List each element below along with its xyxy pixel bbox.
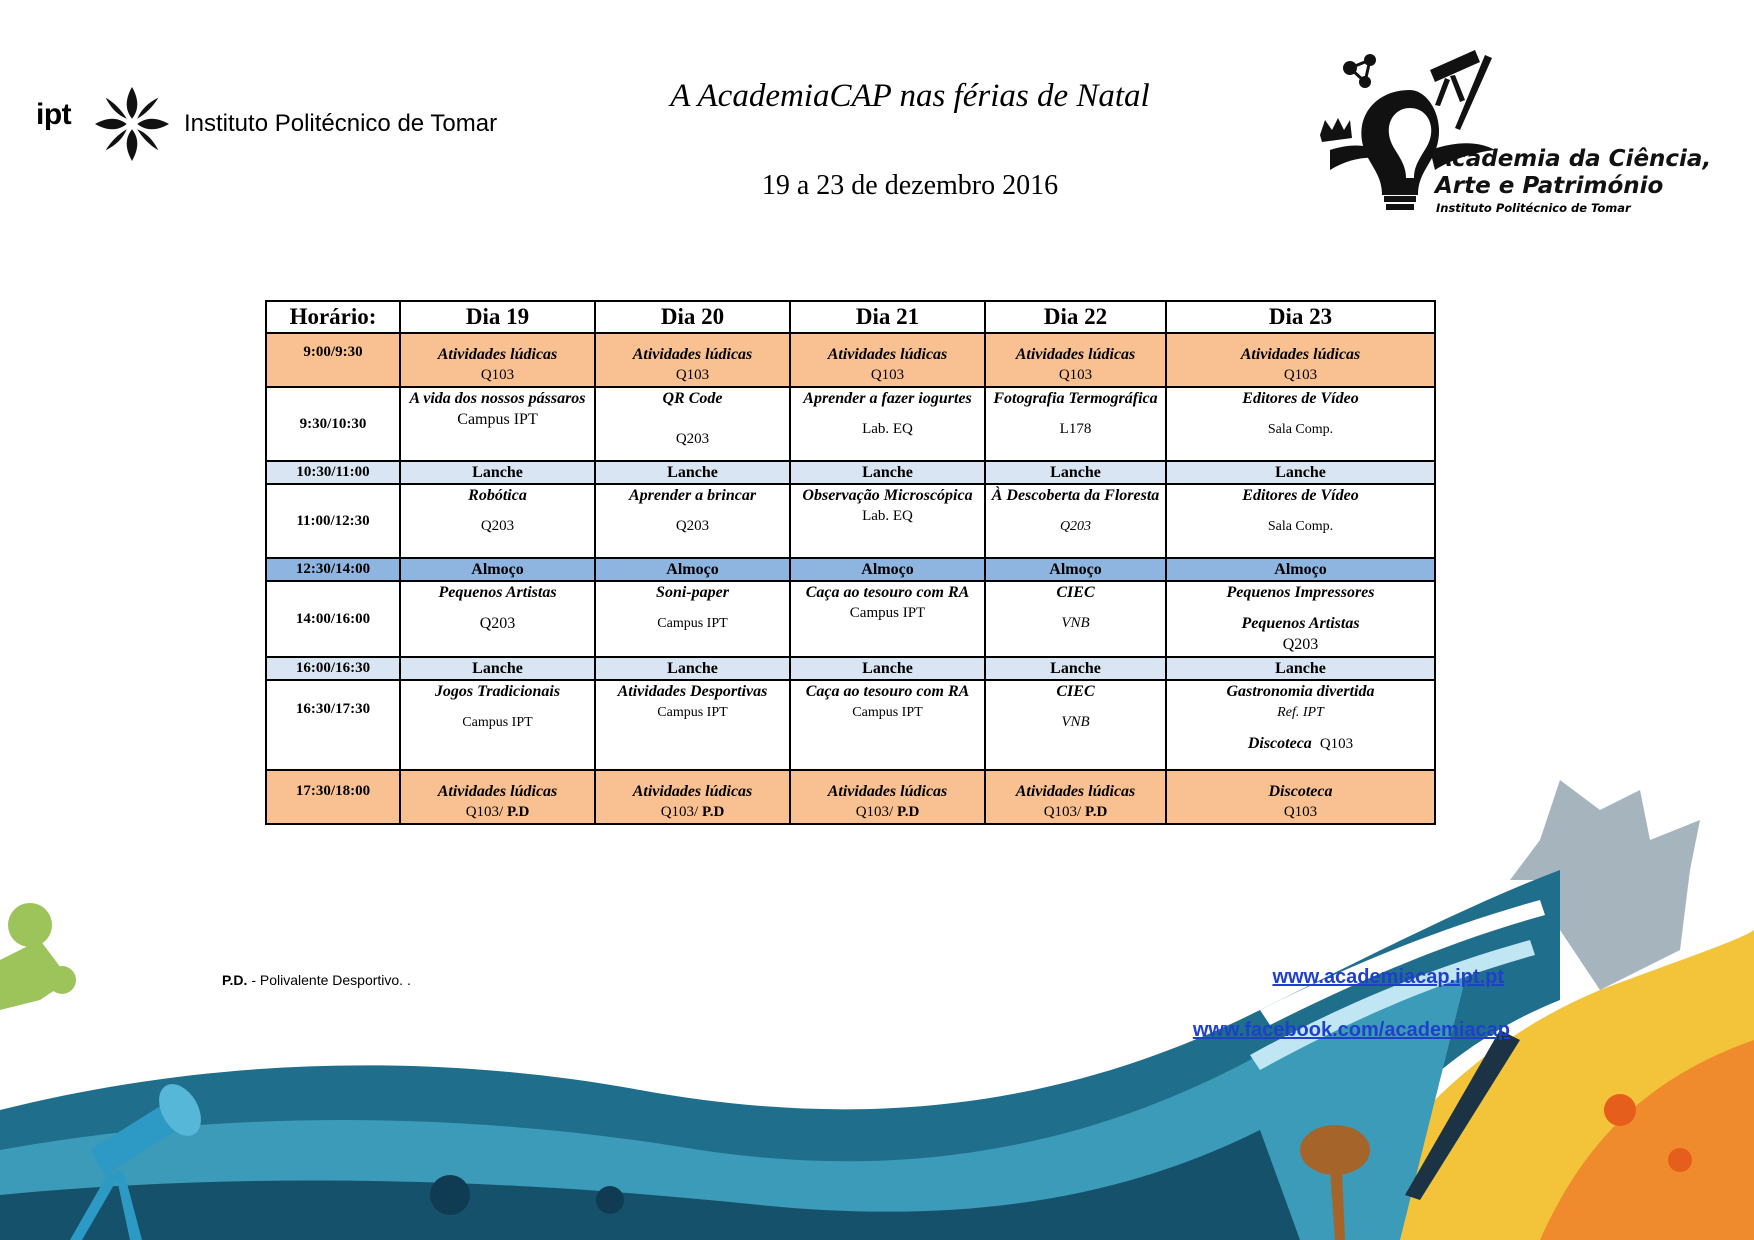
activity-name: A vida dos nossos pássaros	[409, 390, 586, 407]
activity-name: Robótica	[468, 487, 527, 504]
activity-name: Aprender a brincar	[628, 487, 757, 504]
academia-cap-logo	[1310, 30, 1712, 220]
schedule-cell	[595, 558, 790, 581]
schedule-cell	[1166, 387, 1435, 461]
table-row	[266, 387, 1435, 461]
schedule-cell	[1166, 484, 1435, 558]
schedule-cell	[985, 680, 1166, 770]
time-slot: 16:30/17:30	[266, 680, 400, 770]
cap-name-line1: Academia da Ciência,	[1435, 146, 1712, 172]
column-header: Dia 19	[400, 301, 595, 333]
activity-name: Atividades lúdicas	[1015, 346, 1136, 363]
activity-name: Atividades lúdicas	[1015, 783, 1136, 800]
schedule-table	[265, 300, 1436, 825]
activity-name: À Descoberta da Floresta	[991, 487, 1160, 504]
break-label: Lanche	[667, 464, 718, 481]
activity-location: Lab. EQ	[862, 508, 913, 524]
break-label: Almoço	[471, 561, 524, 578]
facebook-link[interactable]: www.facebook.com/academiacap	[1192, 1019, 1510, 1041]
time-slot: 9:00/9:30	[266, 333, 400, 387]
column-header: Dia 20	[595, 301, 790, 333]
cap-name-line2: Arte e Património	[1435, 173, 1664, 199]
ipt-emblem-icon	[88, 80, 176, 168]
activity-name: Atividades lúdicas	[827, 783, 948, 800]
activity-name: QR Code	[662, 390, 723, 407]
column-header: Dia 22	[985, 301, 1166, 333]
table-row	[266, 770, 1435, 824]
schedule-cell	[400, 581, 595, 657]
activity-location-pd: P.D	[1084, 804, 1108, 820]
table-row	[266, 333, 1435, 387]
column-header: Horário:	[266, 301, 400, 333]
column-header: Dia 23	[1166, 301, 1435, 333]
break-label: Almoço	[1049, 561, 1102, 578]
schedule-cell	[400, 558, 595, 581]
activity-location-pd: P.D	[701, 804, 725, 820]
schedule-cell	[1166, 657, 1435, 680]
schedule-cell	[595, 484, 790, 558]
activity-name: Pequenos Artistas	[438, 584, 557, 601]
column-header: Dia 21	[790, 301, 985, 333]
activity-location: Sala Comp.	[1267, 422, 1334, 437]
schedule-cell	[985, 461, 1166, 484]
legend-note	[222, 972, 411, 988]
activity-location: VNB	[1061, 615, 1090, 631]
activity-location: Q203	[1059, 519, 1092, 534]
activity-location: Q103	[1283, 804, 1318, 820]
schedule-cell	[790, 581, 985, 657]
activity-name: CIEC	[1056, 683, 1095, 700]
activity-location: Ref. IPT	[1277, 705, 1324, 720]
activity-name: Atividades lúdicas	[827, 346, 948, 363]
break-label: Lanche	[1275, 660, 1326, 677]
time-slot: 17:30/18:00	[266, 770, 400, 824]
website-link[interactable]: www.academiacap.ipt.pt	[1272, 966, 1504, 988]
legend-abbreviation: P.D.	[222, 972, 248, 988]
table-row	[266, 581, 1435, 657]
activity-name: Soni-paper	[656, 584, 729, 601]
ipt-abbreviation: ipt	[36, 98, 72, 131]
schedule-cell	[790, 484, 985, 558]
activity-name: Atividades lúdicas	[632, 783, 753, 800]
time-slot: 16:00/16:30	[266, 657, 400, 680]
break-label: Lanche	[472, 464, 523, 481]
table-row	[266, 680, 1435, 770]
activity-name: Aprender a fazer iogurtes	[803, 390, 972, 407]
activity-location: Q103	[675, 367, 710, 383]
activity-location: Q103	[1319, 736, 1354, 752]
schedule-cell	[790, 387, 985, 461]
activity-location: Campus IPT	[657, 705, 728, 720]
time-slot: 12:30/14:00	[266, 558, 400, 581]
cap-subtitle: Instituto Politécnico de Tomar	[1436, 201, 1631, 215]
time-slot: 10:30/11:00	[266, 461, 400, 484]
activity-name: Atividades lúdicas	[1240, 346, 1361, 363]
schedule-cell	[985, 657, 1166, 680]
activity-location: Q203	[480, 518, 515, 534]
page-subtitle: 19 a 23 de dezembro 2016	[761, 170, 1059, 201]
activity-location: Lab. EQ	[862, 421, 913, 437]
activity-location: Q203	[675, 431, 710, 447]
activity-location-pd: P.D	[506, 804, 530, 820]
activity-name: Atividades lúdicas	[437, 346, 558, 363]
schedule-cell	[985, 581, 1166, 657]
schedule-cell	[595, 581, 790, 657]
activity-name: Editores de Vídeo	[1242, 390, 1359, 407]
schedule-cell	[595, 387, 790, 461]
activity-location: Q203	[675, 518, 710, 534]
activity-name: Atividades Desportivas	[617, 683, 768, 700]
activity-location: Campus IPT	[462, 715, 533, 730]
page-title: A AcademiaCAP nas férias de Natal	[670, 78, 1150, 114]
schedule-cell	[985, 387, 1166, 461]
schedule-cell	[985, 558, 1166, 581]
schedule-cell	[595, 770, 790, 824]
activity-name: Observação Microscópica	[802, 487, 973, 504]
table-row	[266, 657, 1435, 680]
schedule-cell	[400, 770, 595, 824]
activity-location: Q103/	[855, 804, 894, 820]
break-label: Lanche	[667, 660, 718, 677]
schedule-cell	[400, 333, 595, 387]
schedule-cell	[790, 333, 985, 387]
activity-location: L178	[1059, 421, 1092, 437]
activity-name: CIEC	[1056, 584, 1095, 601]
schedule-cell	[790, 558, 985, 581]
ipt-name: Instituto Politécnico de Tomar	[184, 110, 498, 137]
time-slot: 9:30/10:30	[266, 387, 400, 461]
activity-location: Campus IPT	[849, 605, 926, 621]
break-label: Almoço	[1274, 561, 1327, 578]
schedule-cell	[400, 484, 595, 558]
activity-location: Q103	[870, 367, 905, 383]
break-label: Lanche	[1050, 660, 1101, 677]
activity-location: Campus IPT	[457, 411, 538, 428]
activity-name: Jogos Tradicionais	[434, 683, 561, 700]
table-row	[266, 558, 1435, 581]
time-slot: 14:00/16:00	[266, 581, 400, 657]
activity-name: Pequenos Artistas	[1241, 615, 1360, 632]
schedule-cell	[400, 387, 595, 461]
schedule-cell	[595, 680, 790, 770]
activity-name: Discoteca	[1268, 783, 1333, 800]
break-label: Lanche	[472, 660, 523, 677]
activity-location: Q103/	[465, 804, 504, 820]
activity-name: Fotografia Termográfica	[993, 390, 1158, 407]
break-label: Almoço	[861, 561, 914, 578]
schedule-cell	[400, 657, 595, 680]
table-row	[266, 484, 1435, 558]
activity-location: Campus IPT	[657, 616, 728, 631]
break-label: Lanche	[862, 464, 913, 481]
schedule-cell	[595, 461, 790, 484]
schedule-cell	[400, 680, 595, 770]
activity-name: Discoteca	[1247, 735, 1312, 752]
table-header-row	[266, 301, 1435, 333]
activity-location: Q103	[1058, 367, 1093, 383]
schedule-cell	[985, 333, 1166, 387]
break-label: Almoço	[666, 561, 719, 578]
break-label: Lanche	[862, 660, 913, 677]
activity-name: Caça ao tesouro com RA	[805, 683, 970, 700]
activity-location: Q203	[479, 615, 516, 632]
break-label: Lanche	[1275, 464, 1326, 481]
schedule-cell	[985, 770, 1166, 824]
schedule-cell	[1166, 333, 1435, 387]
schedule-cell	[790, 770, 985, 824]
activity-name: Gastronomia divertida	[1226, 683, 1375, 700]
schedule-cell	[595, 657, 790, 680]
activity-name: Atividades lúdicas	[632, 346, 753, 363]
activity-name: Editores de Vídeo	[1242, 487, 1359, 504]
schedule-cell	[790, 680, 985, 770]
schedule-cell	[1166, 581, 1435, 657]
time-slot: 11:00/12:30	[266, 484, 400, 558]
schedule-cell	[1166, 461, 1435, 484]
activity-location-pd: P.D	[896, 804, 920, 820]
activity-location: Campus IPT	[852, 705, 923, 720]
activity-name: Pequenos Impressores	[1226, 584, 1375, 601]
activity-name: Caça ao tesouro com RA	[805, 584, 970, 601]
schedule-cell	[790, 461, 985, 484]
schedule-cell	[595, 333, 790, 387]
schedule-cell	[1166, 770, 1435, 824]
activity-location: Q103/	[1043, 804, 1082, 820]
activity-location: VNB	[1061, 714, 1090, 730]
schedule-cell	[1166, 680, 1435, 770]
activity-location: Q103	[1283, 367, 1318, 383]
schedule-cell	[1166, 558, 1435, 581]
table-row	[266, 461, 1435, 484]
schedule-cell	[400, 461, 595, 484]
activity-location: Sala Comp.	[1267, 519, 1334, 534]
schedule-cell	[790, 657, 985, 680]
activity-name: Atividades lúdicas	[437, 783, 558, 800]
schedule-cell	[985, 484, 1166, 558]
activity-location: Q203	[1282, 636, 1319, 653]
activity-location: Q103	[480, 367, 515, 383]
legend-text: - Polivalente Desportivo. .	[247, 972, 411, 988]
ipt-logo	[36, 74, 516, 174]
break-label: Lanche	[1050, 464, 1101, 481]
activity-location: Q103/	[660, 804, 699, 820]
